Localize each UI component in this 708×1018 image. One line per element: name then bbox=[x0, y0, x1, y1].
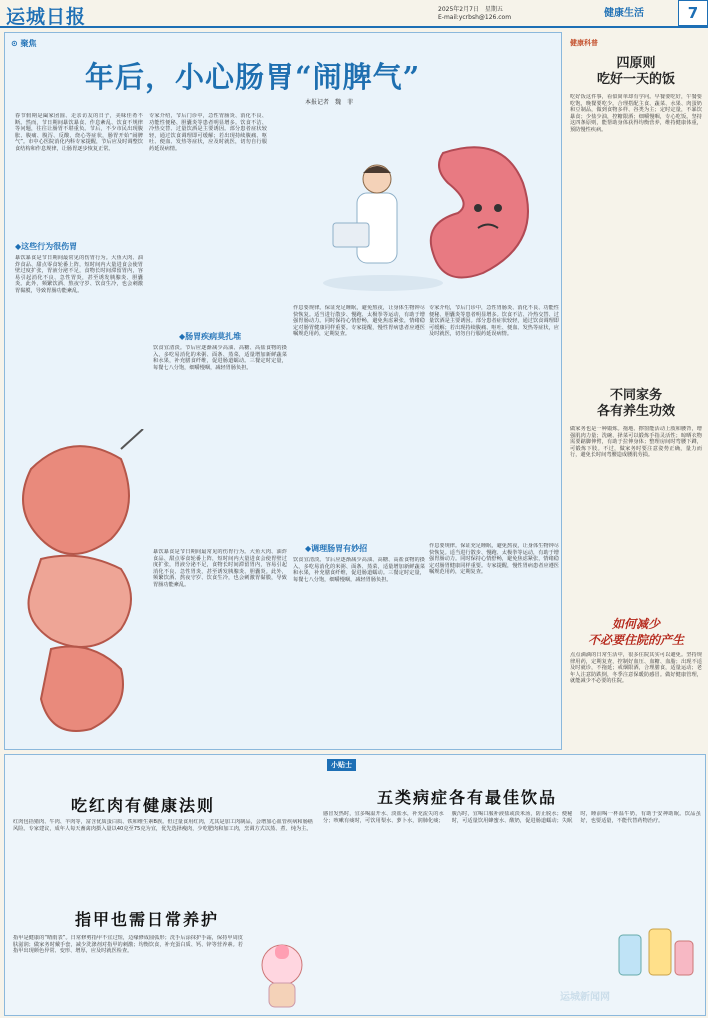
article-paragraph-3: 专家介绍，节后门诊中，急性胃肠炎、消化不良、功能性便秘、胆囊炎等患者明显增多。饮食不洁、冷热交替、过量饮酒是主要诱因。部分患者症状较轻，通过饮食调理即可缓解；若出现持续腹痛、呕吐、便血、发热等症状，应及时就医，切勿自行服药延误病情。 bbox=[149, 113, 267, 152]
housework-text: 做家务也是一种锻炼。拖地、擦窗能活动上肢和腰背，增强肌肉力量；洗碗、择菜可以锻炼手指灵活性；晾晒衣物需要踮脚伸臂，有助于拉伸身体；整理房间时弯腰下蹲，可锻炼下肢。不过，做家务时要注意姿势正确，量力而行，避免长时间弯腰造成腰肌劳损。 bbox=[570, 426, 702, 459]
article-byline: 本报记者 魏 菲 bbox=[305, 99, 354, 106]
article-paragraph-9: 暴饮暴食是节日期间最常见的伤胃行为。大鱼大肉、油炸食品、甜点零食轮番上阵，短时间内大量进食会使胃壁过度扩张，胃液分泌不足，食物长时间滞留胃内，容易引起消化不良、急性胃炎，甚至诱发胰腺炎、胆囊炎。此外，频繁饮酒、熬夜守岁、饮食生冷，也会刺激胃黏膜，导致胃肠功能紊乱。 bbox=[153, 549, 287, 588]
article-paragraph-7: 饮食宜清淡。节后应逐渐减少高油、高糖、高盐食物的摄入，多吃易消化的米粥、面条、蒸菜，适量增加新鲜蔬菜和水果，补充膳食纤维，促进肠道蠕动。三餐定时定量，每餐七八分饱，细嚼慢咽，减轻胃肠负担。 bbox=[293, 557, 425, 583]
hospital-title-line2: 不必要住院的产生 bbox=[587, 633, 684, 647]
tips-tag: 小贴士 bbox=[327, 759, 356, 771]
article-paragraph-8: 作息要规律。保证充足睡眠，避免熬夜，让身体生物钟尽快恢复。适当进行散步、慢跑、太极拳等运动，有助于增强胃肠动力。同时保持心情舒畅，避免焦虑紧张，情绪稳定对肠胃健康同样重要。专家提醒，慢性胃病患者应遵医嘱规范用药，定期复查。 bbox=[429, 543, 559, 576]
hospital-text: 点点滴滴的日常生活中，很多住院其实可以避免。坚持规律用药，定期复查，控制好血压、血糖、血脂；出现不适及时就诊，不拖延；戒烟限酒，合理膳食，适量运动；老年人注意防跌倒，冬季注意保暖防感冒。做好健康管理，就能减少不必要的住院。 bbox=[570, 652, 702, 685]
article-paragraph-2: 暴饮暴食是节日期间最常见的伤胃行为。大鱼大肉、油炸食品、甜点零食轮番上阵，短时间内大量进食会使胃壁过度扩张，胃液分泌不足，食物长时间滞留胃内，容易引起消化不良、急性胃炎，甚至诱发胰腺炎、胆囊炎。此外，频繁饮酒、熬夜守岁、饮食生冷，也会刺激胃黏膜，导致胃肠功能紊乱。 bbox=[15, 255, 143, 294]
search-icon: ⊙ bbox=[11, 39, 18, 48]
section-name: 健康生活 bbox=[604, 8, 644, 19]
page-number: 7 bbox=[678, 0, 708, 26]
red-meat-title: 吃红肉有健康法则 bbox=[71, 796, 216, 815]
nail-care-text: 指甲是健康的“晴雨表”。日常修剪指甲不宜过短，边缘修成圆弧形；洗手后涂抹护手霜，保持甲周皮肤滋润；做家务时戴手套，减少洗涤剂对指甲的刺激；均衡饮食，补充蛋白质、钙、锌等营养素。若指甲出现颜色异常、变形、增厚，应及时就医检查。 bbox=[13, 935, 243, 955]
header-meta bbox=[438, 6, 511, 22]
drinks-title: 五类病症各有最佳饮品 bbox=[377, 788, 558, 807]
feature-article bbox=[4, 32, 562, 750]
title-housework-b: 各有养生功效 bbox=[596, 404, 675, 419]
stomach-doctor-illustration bbox=[273, 113, 559, 299]
article-paragraph-5: 作息要规律。保证充足睡眠，避免熬夜，让身体生物钟尽快恢复。适当进行散步、慢跑、太极拳等运动，有助于增强胃肠动力。同时保持心情舒畅，避免焦虑紧张，情绪稳定对肠胃健康同样重要。专家提醒，慢性胃病患者应遵医嘱规范用药，定期复查。 bbox=[293, 305, 425, 338]
article-paragraph-4: 饮食宜清淡。节后应逐渐减少高油、高糖、高盐食物的摄入，多吃易消化的米粥、面条、蒸菜，适量增加新鲜蔬菜和水果，补充膳食纤维，促进肠道蠕动。三餐定时定量，每餐七八分饱，细嚼慢咽，减轻胃肠负担。 bbox=[153, 345, 287, 371]
red-meat-text: 红肉包括猪肉、牛肉、羊肉等，富含优质蛋白质、铁和维生素B族。但过量食用红肉，尤其是加工肉制品，会增加心血管疾病和肠癌风险。专家建议，成年人每天畜禽肉摄入量以40克至75克为宜，优先选择瘦肉，少吃肥肉和加工肉，烹调方式以蒸、煮、炖为主。 bbox=[13, 819, 313, 832]
hospital-title-line1: 如何减少 bbox=[611, 617, 660, 631]
intestine-illustration bbox=[11, 429, 147, 747]
drinks-text: 感冒发热时，宜多喝温开水、淡盐水，补充流失的水分；咳嗽有痰时，可饮用梨水、萝卜水，润肺化痰；腹泻时，宜喝口服补液盐或淡米汤，防止脱水；便秘时，可适量饮用蜂蜜水、酸奶，促进肠道蠕动；失眠时，睡前喝一杯温牛奶，有助于安神助眠。饮品虽好，也要适量，不能代替药物治疗。 bbox=[323, 811, 701, 824]
subheading-2: ◆肠胃疾病莫扎堆 bbox=[179, 332, 242, 341]
newspaper-logo: 运城日报 bbox=[6, 6, 87, 28]
drinks-illustration bbox=[605, 915, 701, 985]
feature-tag bbox=[11, 38, 37, 49]
subheading-1: ◆这些行为很伤胃 bbox=[15, 242, 78, 251]
science-tag: 健康科普 bbox=[570, 39, 598, 47]
title-housework-a: 不同家务 bbox=[609, 388, 662, 403]
bottom-section bbox=[4, 754, 706, 1016]
contact-email: E-mail:ycrbsh@126.com bbox=[438, 14, 512, 21]
article-title: 年后，小心肠胃“闹脾气” bbox=[85, 60, 421, 94]
four-principles-text: 吃好饭这件事，看似简单却有学问。早餐要吃好，午餐要吃饱，晚餐要吃少。合理搭配主食、蔬菜、水果、肉蛋奶和豆制品，做到食物多样、谷类为主；定时定量，不暴饮暴食；少盐少油，控糖限酒；细嚼慢咽，专心吃饭。坚持这四条原则，能帮助身体获得均衡营养，维持健康体重，预防慢性疾病。 bbox=[570, 94, 702, 133]
right-column bbox=[566, 32, 706, 750]
nail-illustration bbox=[249, 935, 315, 1011]
site-watermark: 运城新闻网 bbox=[560, 992, 610, 1003]
title-four-principles-a: 四原则 bbox=[616, 56, 656, 71]
issue-date: 2025年2月7日 星期五 bbox=[438, 6, 503, 13]
article-paragraph-1: 春节假期是阖家团圆、走亲访友的日子，美味佳肴不断。然而，节日期间暴饮暴食、作息紊乱、饮食不规律等问题，往往让肠胃不堪重负。节后，不少市民出现腹胀、腹痛、腹泻、反酸、烧心等症状，肠胃开始“闹脾气”。市中心医院消化内科专家提醒，节后应及时调整饮食结构和作息规律，让肠胃逐步恢复正常。 bbox=[15, 113, 143, 152]
nail-care-title: 指甲也需日常养护 bbox=[75, 910, 220, 929]
feature-tag-label: 聚焦 bbox=[20, 39, 37, 48]
title-four-principles-b: 吃好一天的饭 bbox=[596, 72, 675, 87]
article-paragraph-6: 专家介绍，节后门诊中，急性胃肠炎、消化不良、功能性便秘、胆囊炎等患者明显增多。饮食不洁、冷热交替、过量饮酒是主要诱因。部分患者症状较轻，通过饮食调理即可缓解；若出现持续腹痛、呕吐、便血、发热等症状，应及时就医，切勿自行服药延误病情。 bbox=[429, 305, 559, 338]
page-header bbox=[0, 0, 708, 28]
subheading-3: ◆调理肠胃有妙招 bbox=[305, 544, 368, 553]
